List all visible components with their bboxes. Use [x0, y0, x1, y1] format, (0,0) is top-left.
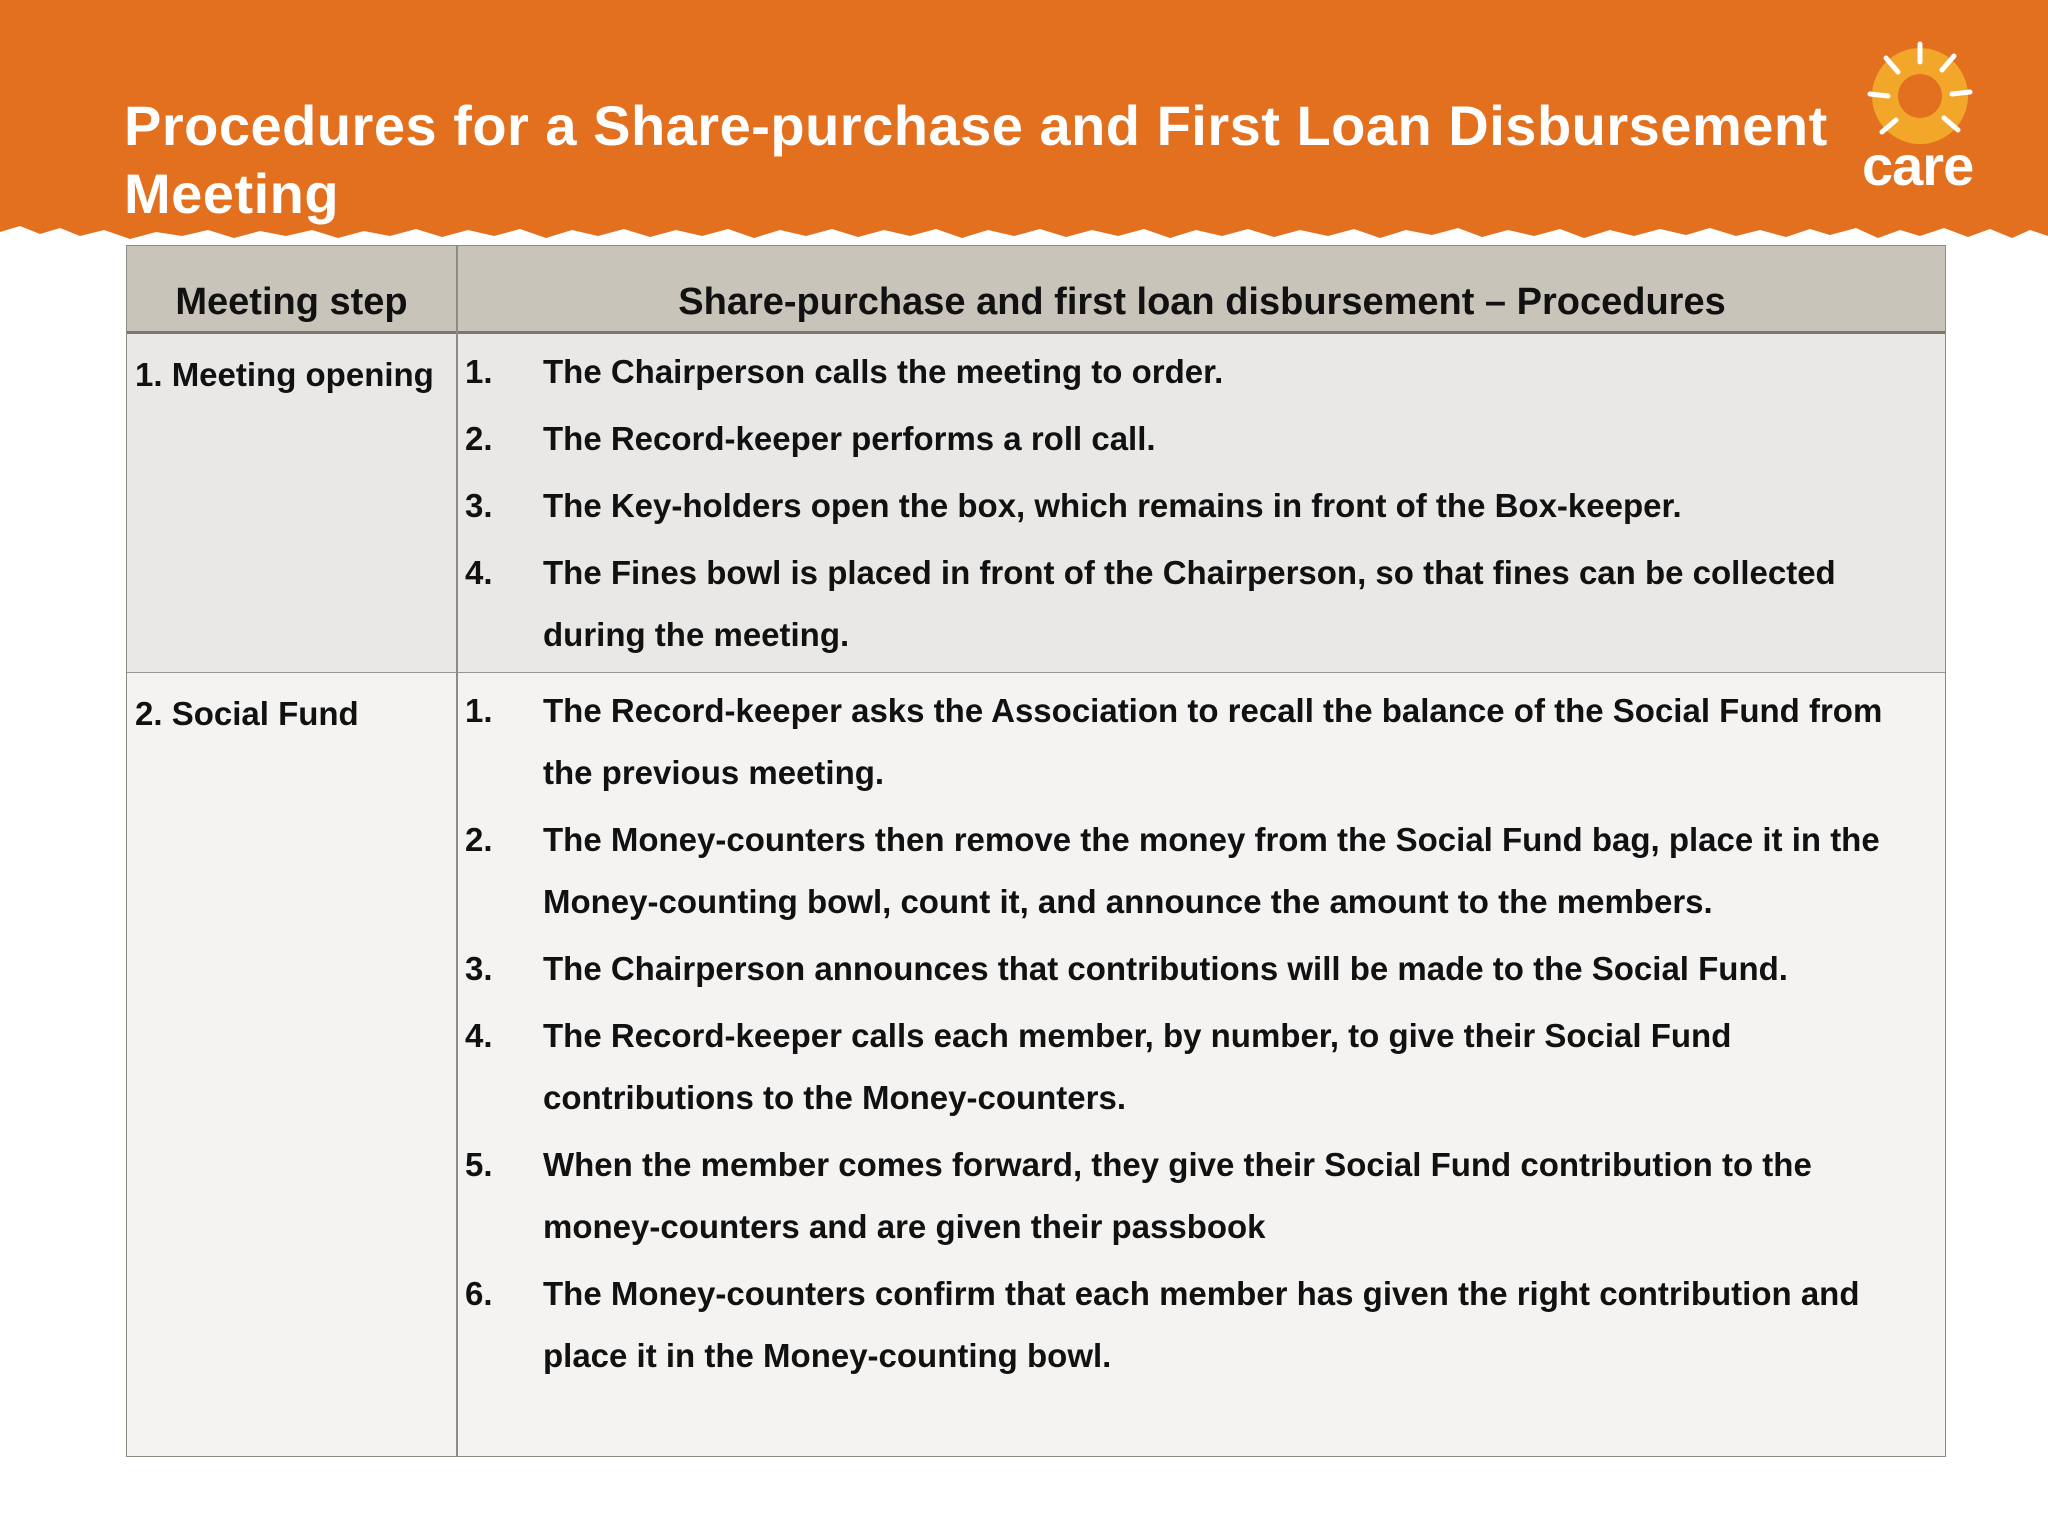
- item-number: 1.: [465, 353, 493, 390]
- item-number: 5.: [465, 1146, 493, 1183]
- header-meeting-step: Meeting step: [175, 281, 408, 323]
- step-label: 2. Social Fund: [135, 695, 359, 732]
- item-number: 3.: [465, 950, 493, 987]
- item-number: 2.: [465, 420, 493, 457]
- list-item: [465, 1134, 1935, 1258]
- item-number: 4.: [465, 554, 493, 591]
- header-procedures: Share-purchase and first loan disbursement – Procedures: [678, 281, 1726, 323]
- item-text: The Key-holders open the box, which remains in front of the Box-keeper.: [543, 487, 1682, 524]
- table-header-row: [127, 246, 1945, 334]
- step-label: 1. Meeting opening: [135, 356, 434, 393]
- item-text: The Record-keeper asks the Association to recall the balance of the Social Fund from the previous meeting.: [543, 692, 1883, 791]
- list-item: [465, 341, 1935, 403]
- list-item: [465, 475, 1935, 537]
- procedure-list: [465, 680, 1935, 1392]
- item-number: 3.: [465, 487, 493, 524]
- procedures-table: [126, 245, 1946, 1457]
- item-number: 1.: [465, 692, 493, 729]
- logo-wordmark: care: [1862, 134, 1974, 197]
- item-number: 4.: [465, 1017, 493, 1054]
- item-text: The Fines bowl is placed in front of the Chairperson, so that fines can be collected during the meeting.: [543, 554, 1836, 653]
- item-number: 6.: [465, 1275, 493, 1312]
- list-item: [465, 1263, 1935, 1387]
- item-text: The Money-counters confirm that each member has given the right contribution and place it in the Money-counting bowl.: [543, 1275, 1860, 1374]
- table-row: [127, 334, 1945, 673]
- item-text: The Chairperson calls the meeting to order.: [543, 353, 1224, 390]
- list-item: [465, 680, 1935, 804]
- list-item: [465, 408, 1935, 470]
- item-number: 2.: [465, 821, 493, 858]
- item-text: When the member comes forward, they give their Social Fund contribution to the money-counters and are given their passbook: [543, 1146, 1812, 1245]
- list-item: [465, 1005, 1935, 1129]
- list-item: [465, 809, 1935, 933]
- item-text: The Money-counters then remove the money from the Social Fund bag, place it in the Money-counting bowl, count it, and announce the amount to the members.: [543, 821, 1880, 920]
- item-text: The Record-keeper calls each member, by number, to give their Social Fund contributions to the Money-counters.: [543, 1017, 1732, 1116]
- item-text: The Chairperson announces that contributions will be made to the Social Fund.: [543, 950, 1788, 987]
- list-item: [465, 542, 1935, 666]
- column-divider: [456, 246, 458, 1456]
- table-row: [127, 673, 1945, 1456]
- item-text: The Record-keeper performs a roll call.: [543, 420, 1156, 457]
- page-title: Procedures for a Share-purchase and First Loan Disbursement Meeting: [124, 94, 1828, 225]
- procedure-list: [465, 341, 1935, 671]
- list-item: [465, 938, 1935, 1000]
